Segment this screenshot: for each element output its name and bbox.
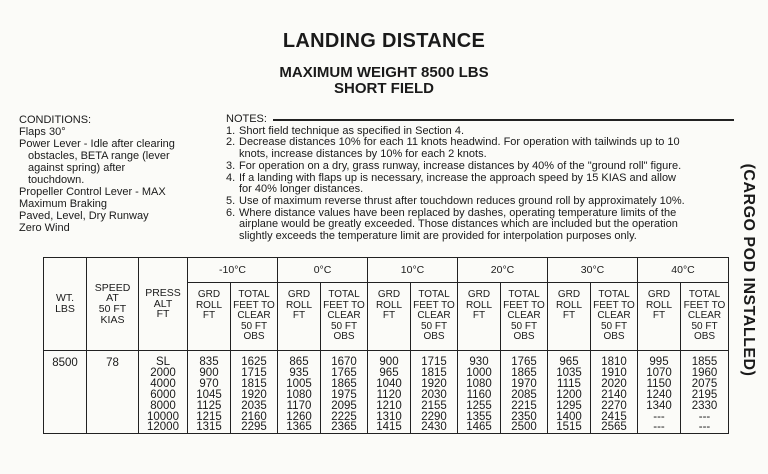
condition-item: Propeller Control Lever - MAX [19, 186, 166, 198]
notes-rule [273, 119, 734, 121]
note-text: knots, increase distances by 10% for each 2 knots. [239, 148, 487, 161]
condition-item: Maximum Braking [19, 198, 108, 210]
cell-total-distance: 1670 1765 1865 1975 2095 2225 2365 [321, 351, 368, 434]
condition-item: Power Lever - Idle after clearing [19, 138, 175, 150]
note-text: For operation on a dry, grass runway, increase distances by 40% of the "ground roll" figure. [239, 159, 682, 172]
cell-weight: 8500 [44, 351, 87, 434]
subtitle-weight: MAXIMUM WEIGHT 8500 LBS [279, 64, 489, 81]
cell-press-alts: SL 2000 4000 6000 8000 10000 12000 [139, 351, 188, 434]
notes-list [226, 126, 734, 243]
note-text: Use of maximum reverse thrust after touchdown reduces ground roll by approximately 10%. [239, 194, 685, 207]
note-line [226, 161, 734, 173]
header-total-distance: TOTAL FEET TO CLEAR 50 FT OBS [501, 283, 548, 351]
header-ground-roll: GRD ROLL FT [278, 283, 321, 351]
cell-ground-roll: 995 1070 1150 1240 1340 --- --- [638, 351, 681, 434]
note-text: If a landing with flaps up is necessary, increase the approach speed by 15 KIAS and allow [239, 171, 677, 184]
cell-ground-roll: 930 1000 1080 1160 1255 1355 1465 [458, 351, 501, 434]
header-temperature: 30°C [548, 258, 638, 283]
header-ground-roll: GRD ROLL FT [548, 283, 591, 351]
cell-ground-roll: 900 965 1040 1120 1210 1310 1415 [368, 351, 411, 434]
cell-total-distance: 1765 1865 1970 2085 2215 2350 2500 [501, 351, 548, 434]
note-text: Short field technique as specified in Section 4. [239, 124, 465, 137]
condition-item: Flaps 30° [19, 126, 66, 138]
note-number: 6. [226, 206, 236, 219]
condition-item: touchdown. [28, 174, 85, 186]
note-number [226, 219, 239, 231]
note-line [226, 231, 734, 243]
header-temperature: -10°C [188, 258, 278, 283]
header-speed: SPEED AT 50 FT KIAS [87, 258, 139, 351]
header-press-alt: PRESS ALT FT [139, 258, 188, 351]
header-total-distance: TOTAL FEET TO CLEAR 50 FT OBS [411, 283, 458, 351]
header-total-distance: TOTAL FEET TO CLEAR 50 FT OBS [681, 283, 729, 351]
notes-heading: NOTES: [226, 113, 267, 125]
cell-ground-roll: 835 900 970 1045 1125 1215 1315 [188, 351, 231, 434]
subtitle-field: SHORT FIELD [334, 80, 434, 97]
note-number: 1. [226, 124, 236, 137]
header-temperature: 0°C [278, 258, 368, 283]
cargo-pod-label: (CARGO POD INSTALLED) [740, 163, 757, 377]
cell-total-distance: 1715 1815 1920 2030 2155 2290 2430 [411, 351, 458, 434]
condition-item: Paved, Level, Dry Runway [19, 210, 149, 222]
note-line [226, 196, 734, 208]
header-total-distance: TOTAL FEET TO CLEAR 50 FT OBS [591, 283, 638, 351]
condition-item: obstacles, BETA range (lever [28, 150, 170, 162]
notes-block [226, 114, 734, 243]
note-number: 5. [226, 194, 236, 207]
cell-total-distance: 1810 1910 2020 2140 2270 2415 2565 [591, 351, 638, 434]
condition-item: Zero Wind [19, 222, 70, 234]
note-number: 4. [226, 171, 236, 184]
header-total-distance: TOTAL FEET TO CLEAR 50 FT OBS [231, 283, 278, 351]
cell-speed: 78 [87, 351, 139, 434]
note-text: airplane would be greatly exceeded. Those distances which are included but the operation [239, 218, 678, 231]
note-text: for 40% longer distances. [239, 183, 364, 196]
note-number [226, 231, 239, 243]
header-weight: WT. LBS [44, 258, 87, 351]
header-ground-roll: GRD ROLL FT [188, 283, 231, 351]
header-temperature: 10°C [368, 258, 458, 283]
landing-distance-table [43, 257, 729, 434]
header-total-distance: TOTAL FEET TO CLEAR 50 FT OBS [321, 283, 368, 351]
header-temperature: 40°C [638, 258, 729, 283]
header-temperature: 20°C [458, 258, 548, 283]
header-ground-roll: GRD ROLL FT [638, 283, 681, 351]
condition-item: against spring) after [28, 162, 126, 174]
cell-total-distance: 1625 1715 1815 1920 2035 2160 2295 [231, 351, 278, 434]
note-text: Where distance values have been replaced by dashes, operating temperature limits of the [239, 206, 677, 219]
note-text: slightly exceeds the temperature limit are provided for interpolation purposes only. [239, 230, 637, 243]
notes-header [226, 114, 734, 126]
note-number: 2. [226, 136, 236, 149]
note-text: Decrease distances 10% for each 11 knots headwind. For operation with tailwinds up to 10 [239, 136, 680, 149]
cell-ground-roll: 865 935 1005 1080 1170 1260 1365 [278, 351, 321, 434]
header-ground-roll: GRD ROLL FT [458, 283, 501, 351]
conditions-block [19, 114, 175, 234]
note-number: 3. [226, 159, 236, 172]
conditions-heading: CONDITIONS: [19, 114, 92, 126]
page-title: LANDING DISTANCE [282, 30, 486, 52]
header-ground-roll: GRD ROLL FT [368, 283, 411, 351]
cell-total-distance: 1855 1960 2075 2195 2330 --- --- [681, 351, 729, 434]
cell-ground-roll: 965 1035 1115 1200 1295 1400 1515 [548, 351, 591, 434]
